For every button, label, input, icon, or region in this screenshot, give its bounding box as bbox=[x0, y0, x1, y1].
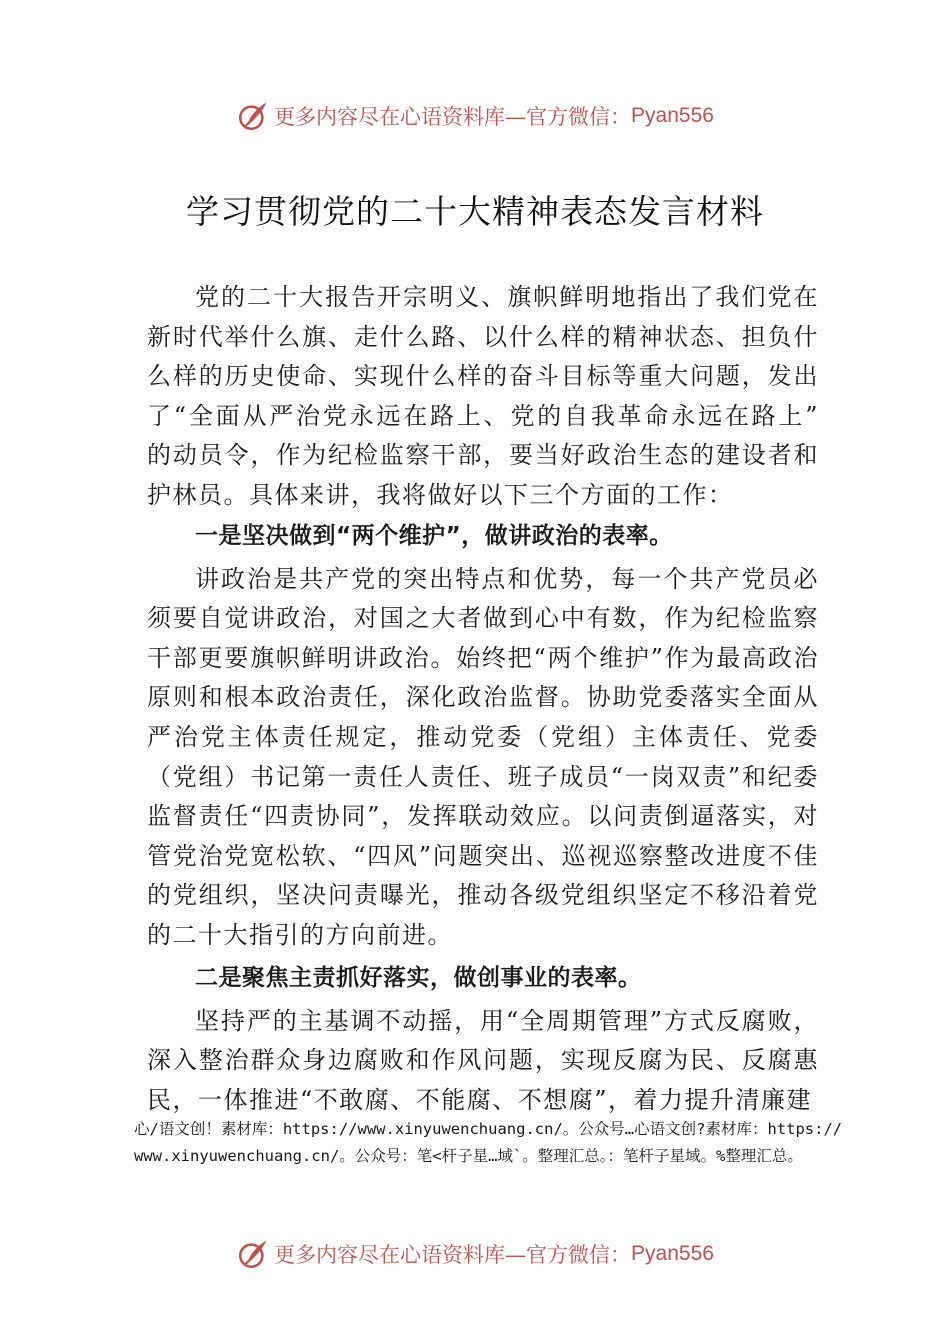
header-banner bbox=[0, 96, 950, 136]
paragraph-section-2: 坚持严的主基调不动摇，用“全周期管理”方式反腐败，深入整治群众身边腐败和作风问题，实现反腐为民、反腐惠民，一体推进“不敢腐、不能腐、不想腐”，着力提升清廉建 bbox=[147, 1006, 819, 1114]
quill-logo-icon bbox=[236, 1237, 270, 1271]
paragraph-intro: 党的二十大报告开宗明义、旗帜鲜明地指出了我们党在新时代举什么旗、走什么路、以什么样的精神状态、担负什么样的历史使命、实现什么样的奋斗目标等重大问题，发出了“全面从严治党永远在路上、党的自我革命永远在路上” 的动员令，作为纪检监察干部，要当好政治生态的建设者和护林员。具体来讲，我将做好以下三个方面的工作： bbox=[147, 283, 819, 509]
banner-wechat-id: Pyan556 bbox=[631, 104, 714, 127]
document-title: 学习贯彻党的二十大精神表态发言材料 bbox=[186, 192, 764, 231]
paragraph-section-1: 讲政治是共产党的突出特点和优势，每一个共产党员必须要自觉讲政治，对国之大者做到心中有数，作为纪检监察干部更要旗帜鲜明讲政治。始终把“两个维护”作为最高政治原则和根本政治责任，深化政治监督。协助党委落实全面从严治党主体责任规定，推动党委（党组）主体责任、党委（党组）书记第一责任人责任、班子成员“一岗双责”和纪委监督责任“四责协同”，发挥联动效应。以问责倒逼落实，对管党治党宽松软、“四风”问题突出、巡视巡察整改进度不佳的党组织，坚决问责曝光，推动各级党组织坚定不移沿着党的二十大指引的方向前进。 bbox=[147, 564, 819, 949]
banner-text: 更多内容尽在心语资料库—官方微信： bbox=[274, 105, 632, 129]
section-heading-2: 二是聚焦主责抓好落实，做创事业的表率。 bbox=[195, 964, 642, 991]
banner-text: 更多内容尽在心语资料库—官方微信： bbox=[274, 1243, 632, 1267]
section-heading-1: 一是坚决做到“两个维护”，做讲政治的表率。 bbox=[195, 522, 673, 549]
footer-banner bbox=[0, 1234, 950, 1274]
banner-wechat-id: Pyan556 bbox=[631, 1242, 714, 1265]
quill-logo-icon bbox=[236, 99, 270, 133]
footer-watermark-text: 心/语文创！素材库：https://www.xinyuwenchuang.cn/。公众号…心语文创?素材库：https://www.xinyuwenchuang.cn/。公众号：笔<杆子星…域`。整理汇总。：笔杆子星域。%整理汇总。 bbox=[134, 1120, 843, 1165]
document-body bbox=[147, 278, 819, 1122]
